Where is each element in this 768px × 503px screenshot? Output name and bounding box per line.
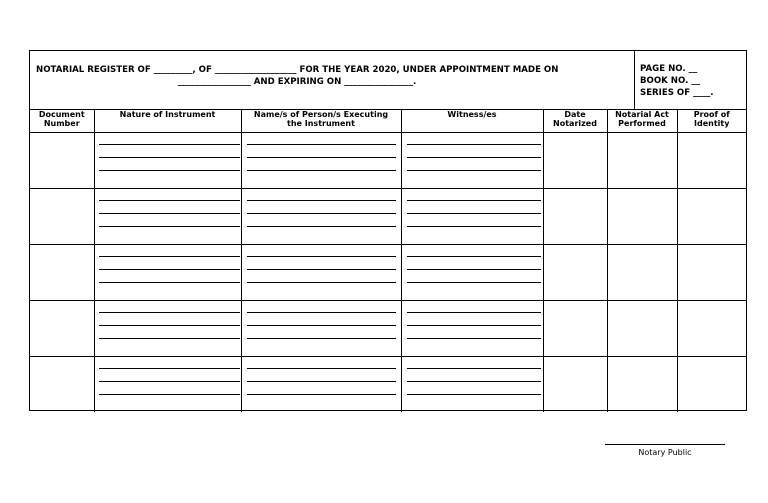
table-cell[interactable] (401, 244, 543, 300)
series-label: SERIES OF ____. (640, 88, 714, 98)
register-title-line-1: NOTARIAL REGISTER OF _________, OF ___________________ FOR THE YEAR 2020, UNDER APPOINTMENT MADE ON (36, 65, 559, 75)
column-header-notarial-act: Notarial Act Performed (607, 109, 677, 132)
table-cell[interactable] (677, 356, 746, 412)
blank-line (99, 214, 240, 227)
blank-line (99, 313, 240, 326)
table-cell[interactable] (241, 300, 401, 356)
table-cell[interactable] (607, 300, 677, 356)
blank-line (407, 158, 541, 171)
table-cell[interactable] (401, 188, 543, 244)
write-in-lines (247, 311, 396, 339)
blank-line (99, 158, 240, 171)
blank-line (407, 201, 541, 214)
column-header-date-notarized: Date Notarized (543, 109, 607, 132)
table-cell[interactable] (30, 356, 94, 412)
blank-line (247, 270, 396, 283)
write-in-lines (407, 255, 541, 283)
register-table (30, 109, 746, 412)
write-in-lines (247, 255, 396, 283)
register-header (30, 51, 746, 110)
column-header-row (30, 109, 746, 132)
blank-line (407, 270, 541, 283)
write-in-lines (99, 199, 240, 227)
table-cell[interactable] (607, 356, 677, 412)
blank-line (407, 326, 541, 339)
blank-line (99, 382, 240, 395)
write-in-lines (247, 143, 396, 171)
notarial-register-form (29, 50, 747, 411)
blank-line (247, 257, 396, 270)
blank-line (407, 313, 541, 326)
notary-public-label: Notary Public (638, 448, 692, 457)
table-row (30, 244, 746, 300)
table-cell[interactable] (241, 244, 401, 300)
write-in-lines (99, 255, 240, 283)
register-title (30, 51, 635, 109)
table-cell[interactable] (30, 300, 94, 356)
table-cell[interactable] (543, 356, 607, 412)
blank-line (99, 369, 240, 382)
blank-line (99, 201, 240, 214)
write-in-lines (407, 367, 541, 395)
table-cell[interactable] (401, 132, 543, 188)
blank-line (247, 145, 396, 158)
table-cell[interactable] (94, 188, 241, 244)
table-cell[interactable] (94, 300, 241, 356)
table-cell[interactable] (607, 244, 677, 300)
column-header-nature-of-instrument: Nature of Instrument (94, 109, 241, 132)
table-cell[interactable] (30, 188, 94, 244)
table-cell[interactable] (543, 300, 607, 356)
blank-line (99, 326, 240, 339)
blank-line (247, 313, 396, 326)
table-cell[interactable] (607, 132, 677, 188)
table-cell[interactable] (677, 244, 746, 300)
table-cell[interactable] (94, 356, 241, 412)
write-in-lines (99, 311, 240, 339)
column-header-document-number: Document Number (30, 109, 94, 132)
blank-line (247, 369, 396, 382)
notary-public-signature (605, 444, 725, 457)
table-cell[interactable] (677, 188, 746, 244)
column-header-persons-executing: Name/s of Person/s Executing the Instrument (241, 109, 401, 132)
table-cell[interactable] (543, 188, 607, 244)
table-cell[interactable] (94, 244, 241, 300)
blank-line (99, 257, 240, 270)
table-cell[interactable] (30, 132, 94, 188)
book-number-label: BOOK NO. __ (640, 76, 700, 86)
table-cell[interactable] (677, 300, 746, 356)
write-in-lines (407, 199, 541, 227)
table-row (30, 356, 746, 412)
blank-line (247, 382, 396, 395)
write-in-lines (407, 311, 541, 339)
table-row (30, 300, 746, 356)
blank-line (99, 270, 240, 283)
blank-line (407, 382, 541, 395)
column-header-proof-of-identity: Proof of Identity (677, 109, 746, 132)
blank-line (247, 201, 396, 214)
write-in-lines (247, 199, 396, 227)
table-cell[interactable] (543, 132, 607, 188)
table-cell[interactable] (241, 188, 401, 244)
blank-line (407, 369, 541, 382)
blank-line (247, 158, 396, 171)
write-in-lines (99, 143, 240, 171)
blank-line (407, 257, 541, 270)
table-cell[interactable] (607, 188, 677, 244)
table-cell[interactable] (543, 244, 607, 300)
table-cell[interactable] (401, 300, 543, 356)
write-in-lines (407, 143, 541, 171)
blank-line (247, 326, 396, 339)
register-title-line-2: _________________ AND EXPIRING ON ________________. (177, 77, 417, 87)
page-number-label: PAGE NO. __ (640, 64, 698, 74)
table-row (30, 132, 746, 188)
column-header-witnesses: Witness/es (401, 109, 543, 132)
table-row (30, 188, 746, 244)
table-cell[interactable] (241, 356, 401, 412)
blank-line (407, 145, 541, 158)
write-in-lines (99, 367, 240, 395)
write-in-lines (247, 367, 396, 395)
blank-line (99, 145, 240, 158)
blank-line (407, 214, 541, 227)
table-cell[interactable] (677, 132, 746, 188)
table-cell[interactable] (30, 244, 94, 300)
table-cell[interactable] (94, 132, 241, 188)
table-cell[interactable] (241, 132, 401, 188)
table-cell[interactable] (401, 356, 543, 412)
register-page-info (635, 51, 746, 109)
blank-line (247, 214, 396, 227)
